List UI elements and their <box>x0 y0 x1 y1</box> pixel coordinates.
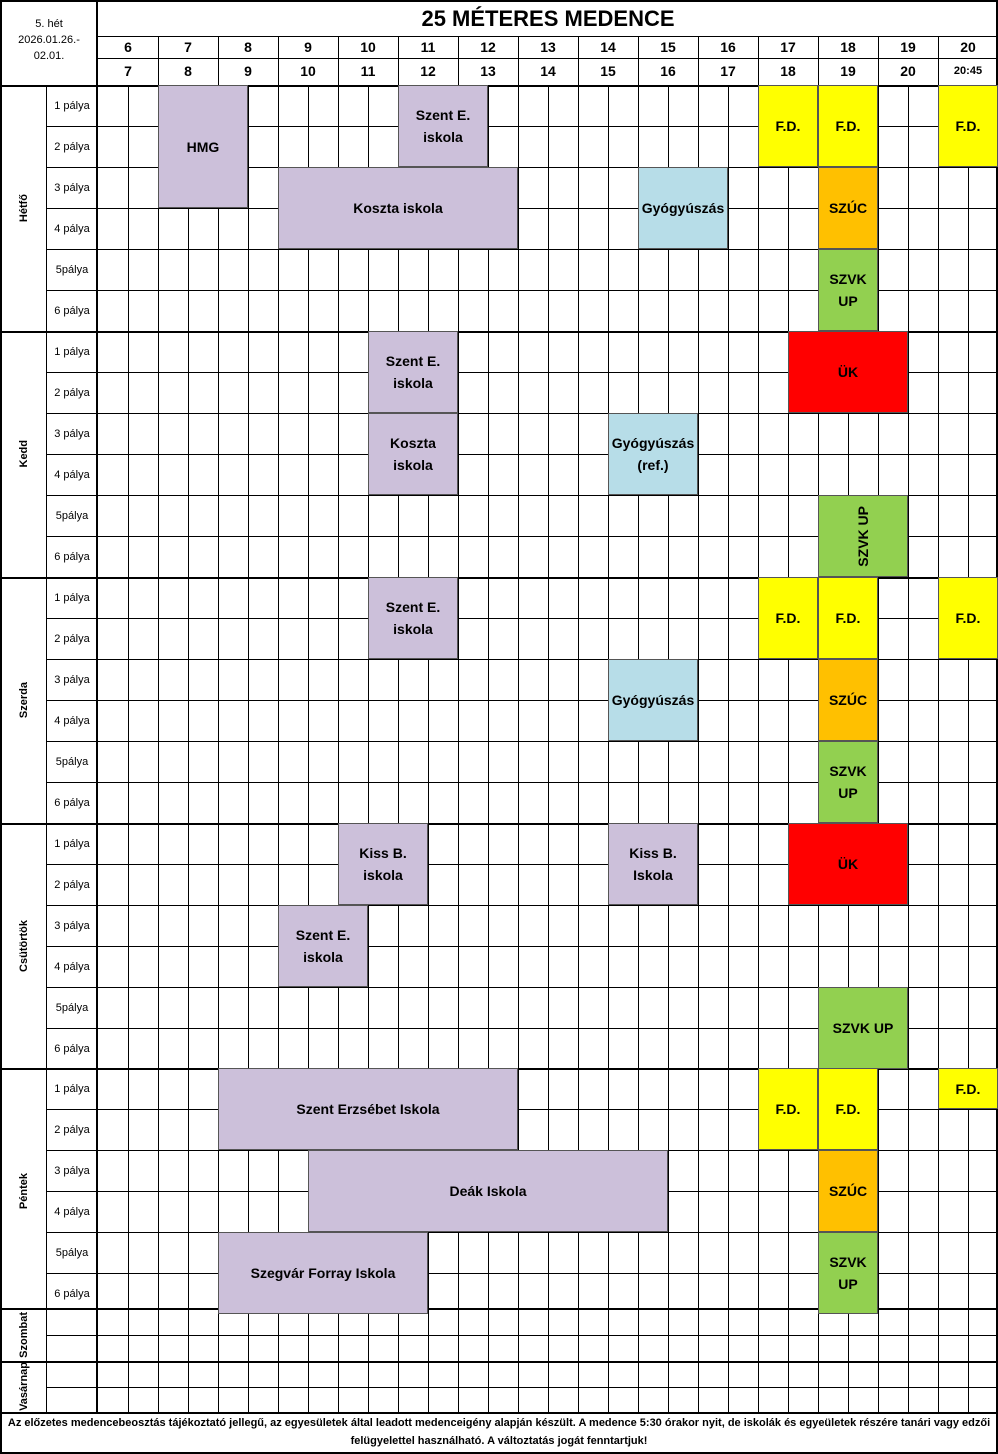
booking-label: SZVK UP <box>829 271 867 309</box>
grid-vline <box>158 85 159 1412</box>
schedule-title: 25 MÉTERES MEDENCE <box>421 6 675 31</box>
day-separator <box>0 1361 998 1363</box>
grid-vline <box>248 85 249 1412</box>
booking-block[interactable] <box>818 577 878 659</box>
lane-label: 5pálya <box>55 1001 89 1014</box>
booking-block[interactable] <box>608 413 698 495</box>
booking-block[interactable] <box>278 905 368 987</box>
booking-label: ÜK <box>837 364 859 380</box>
booking-block[interactable] <box>368 577 458 659</box>
day-name: Csütörtök <box>18 920 30 972</box>
header-hour-divider <box>278 36 279 85</box>
booking-label: Gyógyúszás <box>611 692 695 708</box>
hour-end-12: 12 <box>420 63 436 79</box>
booking-block[interactable] <box>818 1150 878 1232</box>
hour-end-20: 20 <box>900 63 916 79</box>
header-hour-divider <box>158 36 159 85</box>
booking-block[interactable] <box>368 331 458 413</box>
lane-label: 4 pálya <box>54 468 90 481</box>
hour-end-7: 7 <box>124 63 132 79</box>
hour-end-13: 13 <box>480 63 496 79</box>
booking-label: Kiss B. Iskola <box>629 845 677 883</box>
booking-label: Gyógyúszás (ref.) <box>611 435 695 473</box>
booking-label: Gyógyúszás <box>641 200 725 216</box>
lane-label: 4 pálya <box>54 1205 90 1218</box>
frame-footer-top <box>0 1412 998 1414</box>
lane-line <box>46 946 998 947</box>
week-number: 5. hét <box>35 18 63 30</box>
lane-label-divider <box>46 85 47 1412</box>
booking-block[interactable] <box>308 1150 668 1232</box>
lane-label: 2 pálya <box>54 140 90 153</box>
grid-vline <box>758 85 759 1412</box>
booking-label: Deák Iskola <box>449 1183 527 1199</box>
grid-vline <box>878 85 879 1412</box>
booking-label: SZÚC <box>828 692 868 708</box>
lane-line <box>46 1387 998 1388</box>
lane-label: 5pálya <box>55 1246 89 1259</box>
booking-block[interactable] <box>818 741 878 823</box>
hour-start-6: 6 <box>124 39 132 55</box>
header-hour-divider <box>878 36 879 85</box>
booking-block[interactable] <box>158 85 248 208</box>
hour-end-20-45: 20:45 <box>953 65 983 77</box>
lane-label: 2 pálya <box>54 386 90 399</box>
booking-label: F.D. <box>775 610 801 626</box>
lane-line <box>46 454 998 455</box>
booking-label: SZÚC <box>828 1183 868 1199</box>
day-name: Szombat <box>18 1311 30 1358</box>
frame-left <box>0 0 2 1454</box>
hour-end-11: 11 <box>360 63 376 79</box>
grid-vline <box>728 85 729 1412</box>
booking-label: SZVK UP <box>855 505 871 567</box>
booking-block[interactable] <box>818 495 908 577</box>
hour-start-7: 7 <box>184 39 192 55</box>
booking-block[interactable] <box>818 85 878 167</box>
day-name: Szerda <box>18 681 30 719</box>
header-hour-divider <box>938 36 939 85</box>
grid-vline <box>938 85 939 1412</box>
lane-label: 3 pálya <box>54 919 90 932</box>
booking-block[interactable] <box>608 659 698 741</box>
hour-end-16: 16 <box>660 63 676 79</box>
hour-end-8: 8 <box>184 63 192 79</box>
grid-vline <box>188 85 189 1412</box>
hour-start-16: 16 <box>720 39 736 55</box>
week-label <box>2 14 96 66</box>
grid-vline <box>788 85 789 1412</box>
booking-label: F.D. <box>955 118 981 134</box>
lane-label: 6 pálya <box>54 304 90 317</box>
lane-label: 3 pálya <box>54 1164 90 1177</box>
lane-label: 6 pálya <box>54 1042 90 1055</box>
booking-block[interactable] <box>758 1068 818 1150</box>
hour-start-8: 8 <box>244 39 252 55</box>
day-label-6 <box>2 1361 46 1412</box>
booking-label: SZVK UP <box>829 763 867 801</box>
footer-note: Az előzetes medencebeosztás tájékoztató jellegű, az egyesületek által leadott medenceigény alapján készült. A medence 5:30 órakor nyit, de iskolák és egyeületek részére tanári vagy edzői felügyelettel használható. A változtatás jogát fenntartjuk! <box>7 1417 991 1447</box>
lane-label: 5pálya <box>55 263 89 276</box>
day-label-0 <box>2 85 46 331</box>
lane-label: 4 pálya <box>54 960 90 973</box>
booking-label: F.D. <box>835 610 861 626</box>
header-hour-divider <box>758 36 759 85</box>
lane-line <box>46 413 998 414</box>
booking-label: Szegvár Forray Iskola <box>250 1265 396 1281</box>
header-hour-divider <box>818 36 819 85</box>
grid-vline <box>968 85 969 1412</box>
grid-vline <box>668 85 669 1412</box>
booking-block[interactable] <box>788 823 908 905</box>
title-divider <box>98 36 998 37</box>
booking-block[interactable] <box>638 167 728 249</box>
lane-label: 4 pálya <box>54 222 90 235</box>
booking-label: SZÚC <box>828 200 868 216</box>
day-name: Vasárnap <box>18 1362 30 1411</box>
day-label-2 <box>2 577 46 823</box>
day-label-5 <box>2 1308 46 1361</box>
booking-label: F.D. <box>775 118 801 134</box>
header-hour-divider <box>638 36 639 85</box>
booking-label: F.D. <box>835 118 861 134</box>
lane-label: 2 pálya <box>54 1123 90 1136</box>
lane-label: 5pálya <box>55 509 89 522</box>
booking-label: F.D. <box>835 1101 861 1117</box>
booking-label: SZVK UP <box>832 1020 894 1036</box>
lane-label: 1 pálya <box>54 345 90 358</box>
booking-label: HMG <box>186 138 220 155</box>
hour-end-14: 14 <box>540 63 556 79</box>
booking-label: ÜK <box>837 856 859 872</box>
lane-label: 2 pálya <box>54 632 90 645</box>
lane-label: 6 pálya <box>54 550 90 563</box>
booking-block[interactable] <box>218 1068 518 1150</box>
header-left-divider <box>96 0 98 1412</box>
booking-block[interactable] <box>818 659 878 741</box>
booking-block[interactable] <box>398 85 488 167</box>
hour-start-18: 18 <box>840 39 856 55</box>
lane-label: 1 pálya <box>54 591 90 604</box>
booking-block[interactable] <box>818 1068 878 1150</box>
lane-line <box>46 1335 998 1336</box>
grid-vline <box>128 85 129 1412</box>
lane-label: 1 pálya <box>54 99 90 112</box>
week-dates-start: 2026.01.26.- <box>18 34 80 46</box>
header-hour-divider <box>698 36 699 85</box>
booking-label: Szent E. iskola <box>385 353 441 391</box>
booking-label: Kiss B. iskola <box>359 845 407 883</box>
hour-end-18: 18 <box>780 63 796 79</box>
lane-label: 1 pálya <box>54 837 90 850</box>
lane-label: 2 pálya <box>54 878 90 891</box>
hour-end-19: 19 <box>840 63 856 79</box>
day-name: Péntek <box>18 1172 30 1210</box>
booking-block[interactable] <box>788 331 908 413</box>
booking-label: Koszta iskola <box>390 435 436 473</box>
day-name: Kedd <box>18 440 30 468</box>
hour-start-17: 17 <box>780 39 796 55</box>
booking-block[interactable] <box>818 987 908 1069</box>
hour-end-15: 15 <box>600 63 616 79</box>
hour-end-9: 9 <box>244 63 252 79</box>
lane-label: 3 pálya <box>54 673 90 686</box>
header-hour-divider <box>458 36 459 85</box>
booking-label: F.D. <box>955 610 981 626</box>
booking-block[interactable] <box>818 1232 878 1314</box>
booking-block[interactable] <box>338 823 428 905</box>
booking-label: F.D. <box>775 1101 801 1117</box>
hour-start-19: 19 <box>900 39 916 55</box>
hour-start-20: 20 <box>960 39 976 55</box>
lane-label: 5pálya <box>55 755 89 768</box>
header-hour-divider <box>338 36 339 85</box>
lane-label: 1 pálya <box>54 1082 90 1095</box>
hour-end-17: 17 <box>720 63 736 79</box>
frame-top <box>0 0 998 2</box>
hour-start-12: 12 <box>480 39 496 55</box>
grid-vline <box>218 85 219 1412</box>
header-hour-divider <box>578 36 579 85</box>
booking-label: Szent Erzsébet Iskola <box>296 1101 440 1117</box>
booking-block[interactable] <box>818 167 878 249</box>
booking-block[interactable] <box>368 413 458 495</box>
booking-block[interactable] <box>938 85 998 167</box>
hour-start-11: 11 <box>420 39 436 55</box>
hour-start-9: 9 <box>304 39 312 55</box>
booking-block[interactable] <box>278 167 518 249</box>
booking-block[interactable] <box>938 1068 998 1109</box>
lane-label: 3 pálya <box>54 181 90 194</box>
grid-vline <box>278 85 279 1412</box>
booking-label: Koszta iskola <box>353 200 443 216</box>
header-hour-divider <box>398 36 399 85</box>
lane-label: 4 pálya <box>54 714 90 727</box>
booking-label: SZVK UP <box>829 1254 867 1292</box>
lane-line <box>46 905 998 906</box>
lane-label: 6 pálya <box>54 1287 90 1300</box>
hour-start-13: 13 <box>540 39 556 55</box>
booking-label: Szent E. iskola <box>295 927 351 965</box>
booking-label: Szent E. iskola <box>385 599 441 637</box>
booking-block[interactable] <box>938 577 998 659</box>
day-name: Hétfő <box>18 193 30 223</box>
booking-label: F.D. <box>955 1080 981 1097</box>
day-label-1 <box>2 331 46 577</box>
header-hour-divider <box>518 36 519 85</box>
header-hour-divider <box>218 36 219 85</box>
booking-label: Szent E. iskola <box>415 107 471 145</box>
booking-block[interactable] <box>758 85 818 167</box>
hour-row-divider <box>98 58 998 59</box>
day-label-3 <box>2 823 46 1069</box>
booking-block[interactable] <box>608 823 698 905</box>
hour-end-10: 10 <box>300 63 316 79</box>
booking-block[interactable] <box>758 577 818 659</box>
lane-label: 3 pálya <box>54 427 90 440</box>
day-label-4 <box>2 1068 46 1314</box>
week-dates-end: 02.01. <box>33 50 65 62</box>
grid-vline <box>698 85 699 1412</box>
lane-label: 6 pálya <box>54 796 90 809</box>
hour-start-14: 14 <box>600 39 616 55</box>
booking-block[interactable] <box>818 249 878 331</box>
hour-start-10: 10 <box>360 39 376 55</box>
grid-vline <box>908 85 909 1412</box>
hour-start-15: 15 <box>660 39 676 55</box>
booking-block[interactable] <box>218 1232 428 1314</box>
